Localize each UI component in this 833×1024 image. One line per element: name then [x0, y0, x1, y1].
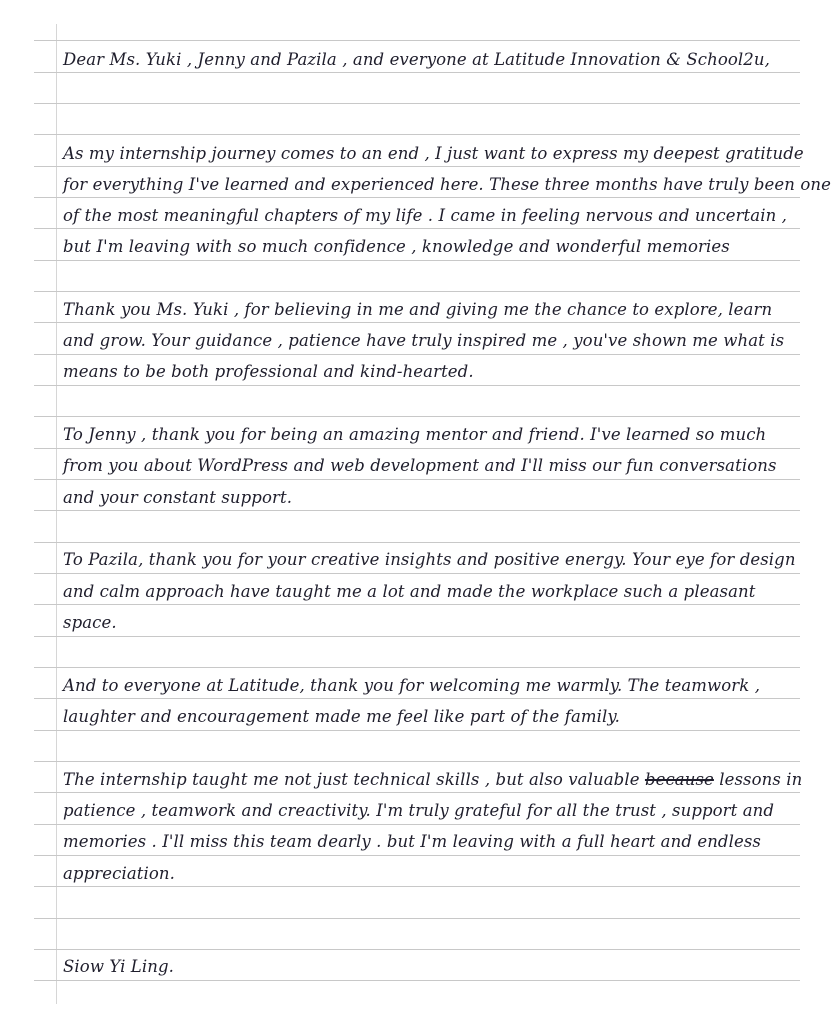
ruled-line	[34, 667, 800, 668]
crossed-out-word: because	[644, 770, 714, 789]
letter-line: To Pazila, thank you for your creative insights and positive energy. Your eye for design	[63, 550, 796, 569]
ruled-line	[34, 448, 800, 449]
letter-line-text: The internship taught me not just technical skills , but also valuable	[63, 770, 640, 789]
letter-line: means to be both professional and kind-hearted.	[63, 362, 474, 381]
letter-line: patience , teamwork and creactivity. I'm truly grateful for all the trust , support and	[63, 801, 775, 820]
ruled-line	[34, 260, 800, 261]
letter-line: appreciation.	[63, 864, 175, 883]
letter-line-tail: lessons in	[713, 770, 803, 789]
ruled-line	[34, 918, 800, 919]
ruled-line	[34, 761, 800, 762]
letter-line: memories . I'll miss this team dearly . but I'm leaving with a full heart and endless	[63, 832, 761, 851]
salutation: Dear Ms. Yuki , Jenny and Pazila , and everyone at Latitude Innovation & School2u,	[63, 50, 770, 69]
letter-line: space.	[63, 613, 117, 632]
ruled-line	[34, 103, 800, 104]
letter-line: and grow. Your guidance , patience have truly inspired me , you've shown me what is	[63, 331, 785, 350]
ruled-line	[34, 322, 800, 323]
ruled-line	[34, 855, 800, 856]
letter-line	[63, 770, 802, 790]
ruled-line	[34, 824, 800, 825]
letter-line: and your constant support.	[63, 488, 293, 507]
ruled-line	[34, 792, 800, 793]
ruled-line	[34, 636, 800, 637]
letter-line: To Jenny , thank you for being an amazing mentor and friend. I've learned so much	[63, 425, 767, 444]
letter-line: Thank you Ms. Yuki , for believing in me and giving me the chance to explore, learn	[63, 300, 773, 319]
letter-line: from you about WordPress and web development and I'll miss our fun conversations	[63, 456, 777, 475]
ruled-line	[34, 166, 800, 167]
ruled-line	[34, 949, 800, 950]
ruled-line	[34, 573, 800, 574]
ruled-line	[34, 510, 800, 511]
letter-line: for everything I've learned and experienced here. These three months have truly been one	[63, 175, 831, 194]
ruled-line	[34, 72, 800, 73]
ruled-line	[34, 134, 800, 135]
margin-line	[56, 24, 57, 1004]
ruled-line	[34, 542, 800, 543]
letter-line: but I'm leaving with so much confidence , knowledge and wonderful memories	[63, 237, 730, 256]
letter-line: And to everyone at Latitude, thank you for welcoming me warmly. The teamwork ,	[63, 676, 761, 695]
letter-line: and calm approach have taught me a lot and made the workplace such a pleasant	[63, 582, 756, 601]
ruled-line	[34, 730, 800, 731]
ruled-line	[34, 604, 800, 605]
signature: Siow Yi Ling.	[63, 957, 174, 976]
letter-line: of the most meaningful chapters of my life . I came in feeling nervous and uncertain ,	[63, 206, 788, 225]
ruled-line	[34, 385, 800, 386]
ruled-line	[34, 40, 800, 41]
ruled-line	[34, 416, 800, 417]
ruled-line	[34, 980, 800, 981]
letter-line: As my internship journey comes to an end , I just want to express my deepest gratitude	[63, 144, 804, 163]
ruled-line	[34, 479, 800, 480]
ruled-line	[34, 698, 800, 699]
ruled-line	[34, 354, 800, 355]
letter-line: laughter and encouragement made me feel like part of the family.	[63, 707, 620, 726]
ruled-line	[34, 228, 800, 229]
ruled-line	[34, 291, 800, 292]
ruled-line	[34, 886, 800, 887]
ruled-line	[34, 197, 800, 198]
